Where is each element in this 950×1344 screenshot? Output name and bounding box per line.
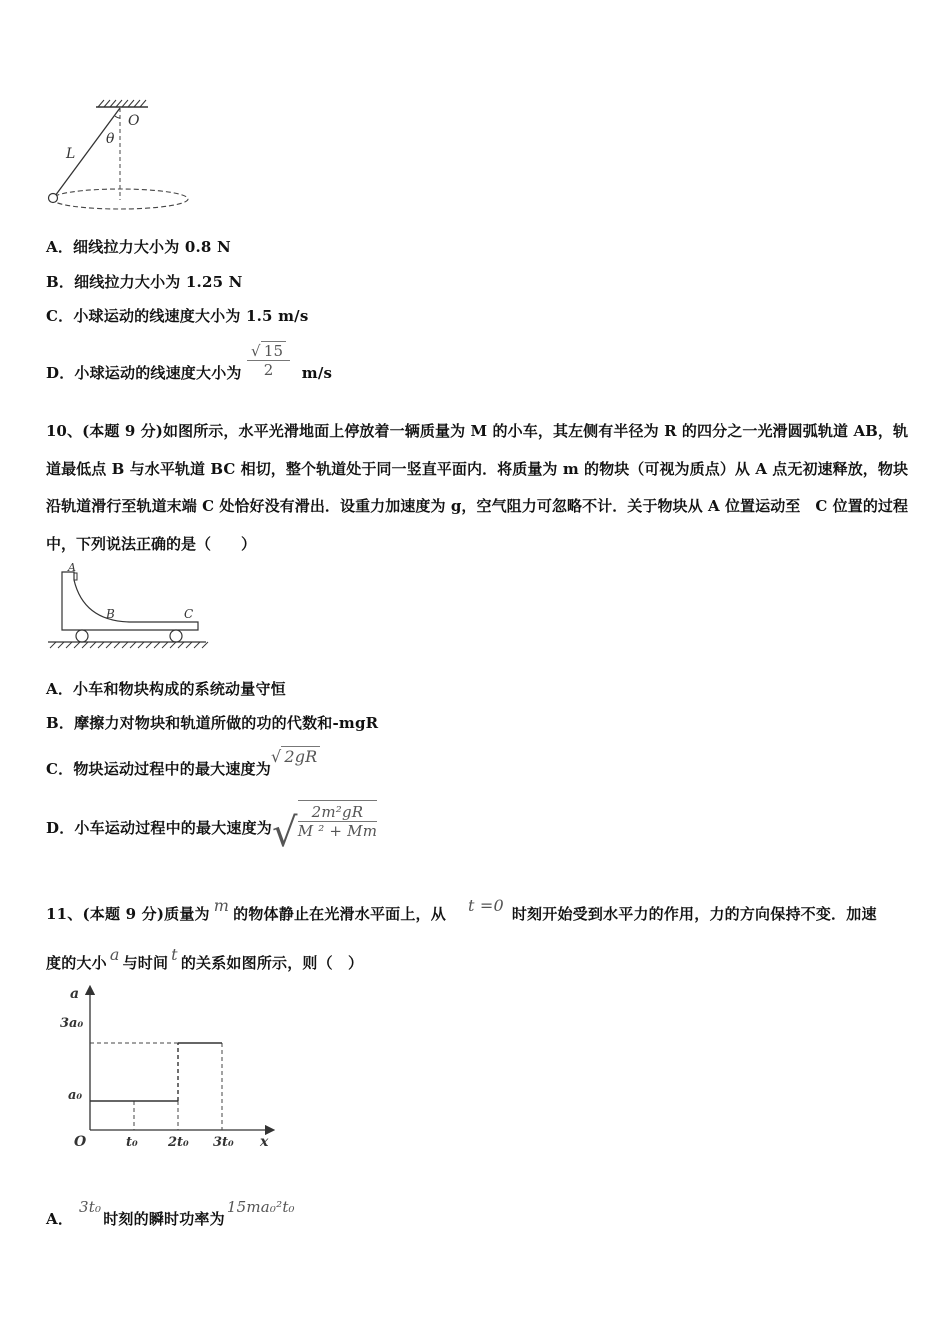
y-tick-3a0: 3a₀	[60, 1016, 84, 1031]
label-b: B	[106, 607, 115, 621]
q11-var-a: a	[109, 945, 120, 964]
cart-track-figure	[44, 562, 210, 654]
x-axis-label: x	[260, 1134, 269, 1150]
label-a: A	[68, 562, 76, 574]
x-tick-3t0: 3t₀	[213, 1135, 234, 1150]
q11-text-6: 的关系如图所示，则（ ）	[180, 954, 364, 972]
acceleration-time-chart	[58, 982, 288, 1152]
q11-text-3: 时刻开始受到水平力的作用，力的方向保持不变．加速	[511, 905, 877, 923]
q11-text-5: 与时间	[122, 954, 169, 972]
origin-label: O	[74, 1134, 87, 1150]
angle-arc	[115, 116, 120, 118]
q9-option-c: C．小球运动的线速度大小为 1.5 m/s	[46, 307, 309, 325]
q10-option-b: B．摩擦力对物块和轨道所做的功的代数和-mgR	[46, 714, 379, 732]
track-outline	[62, 572, 198, 630]
y-axis-label: a	[70, 986, 80, 1002]
label-o: O	[128, 113, 140, 129]
q9-option-a: A．细线拉力大小为 0.8 N	[46, 238, 231, 256]
q11-option-a-prefix: A．	[46, 1210, 74, 1228]
ceiling-hatch	[98, 100, 146, 107]
q10-option-d-denominator: M ² + Mm	[297, 822, 378, 840]
label-c: C	[184, 607, 194, 621]
y-tick-a0: a₀	[68, 1088, 83, 1103]
q9-option-d	[46, 342, 333, 382]
q11-line-2	[46, 945, 364, 973]
q9-option-b: B．细线拉力大小为 1.25 N	[46, 273, 243, 291]
pendulum-figure	[40, 95, 200, 220]
q10-option-d-numerator: 2m²gR	[298, 803, 377, 822]
q9-option-d-prefix: D．小球运动的线速度大小为	[46, 363, 242, 382]
q9-option-d-numerator: 15	[261, 341, 287, 360]
q11-var-m: m	[213, 896, 230, 915]
x-tick-2t0: 2t₀	[168, 1135, 189, 1150]
q10-option-c-prefix: C．物块运动过程中的最大速度为	[46, 760, 271, 778]
wheel-left	[76, 630, 88, 642]
q10-option-c-radicand: 2gR	[281, 746, 320, 766]
q11-option-a-mid: 时刻的瞬时功率为	[103, 1210, 225, 1228]
q11-text-2: 的物体静止在光滑水平面上，从	[233, 905, 446, 923]
q9-option-d-unit: m/s	[301, 363, 333, 382]
ground-hatch	[50, 642, 208, 648]
q11-text-1: 11、(本题 9 分)质量为	[46, 905, 210, 923]
q10-stem: 10、(本题 9 分)如图所示，水平光滑地面上停放着一辆质量为 M 的小车，其左侧有半径为 R 的四分之一光滑圆弧轨道 AB，轨道最低点 B 与水平轨道 BC 相切，整个轨道处于同一竖直平面内．将质量为 m 的物块（可视为质点）从 A 点无初速释放，物块沿轨道滑行至轨道末端 C 处恰好没有滑出．设重力加速度为 g，空气阻力可忽略不计．关于物块从 A 位置运动至 C 位置的过程中，下列说法正确的是（ ）	[46, 422, 908, 553]
q10-option-d-prefix: D．小车运动过程中的最大速度为	[46, 819, 273, 837]
q10-option-c: C．物块运动过程中的最大速度为√ 2gR	[46, 746, 320, 767]
q11-line-1	[46, 896, 877, 924]
q11-option-a-expression: 15ma₀²t₀	[226, 1198, 295, 1216]
q11-text-4: 度的大小	[46, 954, 107, 972]
ball	[49, 194, 58, 203]
q11-option-a	[46, 1196, 295, 1228]
q11-t-equals-zero: t =0	[467, 896, 504, 915]
x-tick-t0: t₀	[126, 1135, 138, 1150]
label-l: L	[66, 146, 76, 162]
q9-option-d-fraction: $\frac{√ 15}{2}$	[247, 342, 290, 379]
wheel-right	[170, 630, 182, 642]
q11-option-a-time: 3t₀	[79, 1198, 102, 1216]
q10-option-d: D．小车运动过程中的最大速度为√ $\frac{\text{2m²gR}}{\text{M ² + Mm}}$	[46, 804, 377, 856]
string-line	[55, 108, 120, 196]
label-theta: θ	[106, 131, 115, 147]
q11-var-t: t	[171, 945, 178, 964]
q10-option-a: A．小车和物块构成的系统动量守恒	[46, 680, 286, 698]
q9-option-d-denominator: 2	[263, 361, 274, 379]
